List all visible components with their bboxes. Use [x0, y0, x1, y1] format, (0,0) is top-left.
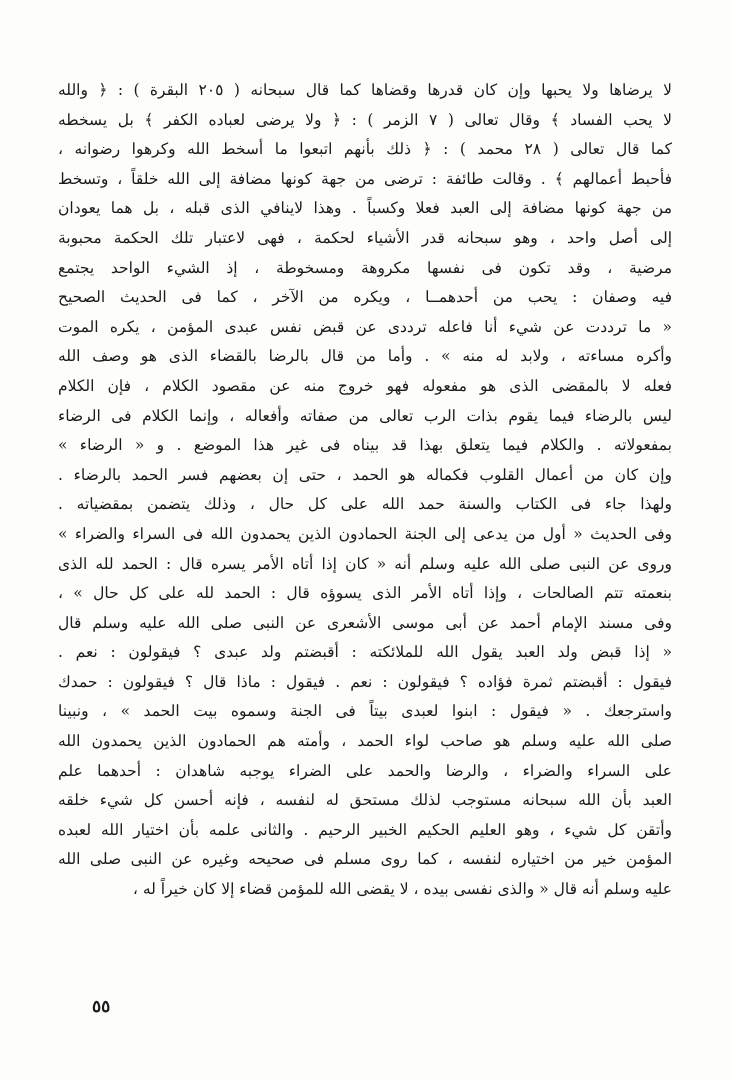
text-line: واسترجعك . « فيقول : ابنوا لعبدى بيتاً فى الجنة وسموه بيت الحمد » ، ونبينا	[58, 702, 672, 721]
text-line: وأتقن كل شيء ، وهو العليم الحكيم الخبير الرحيم . والثانى علمه بأن اختيار الله لعبده	[58, 820, 672, 839]
text-line: وإن كان من أعمال القلوب فكماله هو الحمد ، حتى إن بعضهم فسر الحمد بالرضاء .	[58, 465, 672, 484]
page-number: ٥٥	[92, 997, 111, 1017]
text-line: على السراء والضراء ، والرضا والحمد على الضراء يوجبه شاهدان : أحدهما علم	[58, 761, 672, 780]
text-line: « إذا قبض ولد العبد يقول الله للملائكته : أقبضتم ولد عبدى ؟ فيقولون : نعم .	[58, 643, 672, 662]
text-line: بمفعولاته . والكلام فيما يتعلق بهذا قد بيناه فى غير هذا الموضع . و « الرضاء »	[58, 436, 672, 455]
text-line: العبد بأن الله سبحانه مستوجب لذلك مستحق له لنفسه ، فإنه أحسن كل شيء خلقه	[58, 791, 672, 810]
text-line: إلى أصل واحد ، وهو سبحانه قدر الأشياء لحكمة ، فهى لاعتبار تلك الحكمة محبوبة	[58, 228, 672, 247]
text-line: بنعمته تتم الصالحات ، وإذا أتاه الأمر الذى يسوؤه قال : الحمد لله على كل حال » ،	[58, 584, 672, 603]
text-line: ولهذا جاء فى الكتاب والسنة حمد الله على كل حال ، وذلك يتضمن بمقضياته .	[58, 495, 672, 514]
text-line: من جهة كونها مضافة إلى العبد فعلا وكسباً . وهذا لاينافي الذى قبله ، بل هما يعودان	[58, 199, 672, 218]
text-line: فيقول : أقبضتم ثمرة فؤاده ؟ فيقولون : نعم . فيقول : ماذا قال ؟ فيقولون : حمدك	[58, 672, 672, 691]
text-line: وفى الحديث « أول من يدعى إلى الجنة الحمادون الذين يحمدون الله فى السراء والضراء »	[58, 524, 672, 543]
text-line: فأحبط أعمالهم ﴾ . وقالت طائفة : ترضى من جهة كونها مضافة إلى الله خلقاً ، وتسخط	[58, 169, 672, 188]
body-text	[58, 76, 672, 905]
text-line: ليس بالرضاء فيما يقوم بذات الرب تعالى من صفاته وأفعاله ، وإنما الكلام فى الرضاء	[58, 406, 672, 425]
text-line: لا يحب الفساد ﴾ وقال تعالى ( ٧ الزمر ) : ﴿ ولا يرضى لعباده الكفر ﴾ بل يسخطه	[58, 110, 672, 129]
text-line: وفى مسند الإمام أحمد عن أبى موسى الأشعرى عن النبى صلى الله عليه وسلم قال	[58, 613, 672, 632]
text-line: فعله لا بالمقضى الذى هو مفعوله فهو خروج منه عن مقصود الكلام ، فإن الكلام	[58, 376, 672, 395]
text-line: عليه وسلم أنه قال « والذى نفسى بيده ، لا يقضى الله للمؤمن قضاء إلا كان خيراً له ،	[132, 880, 672, 899]
text-line: المؤمن خير من اختياره لنفسه ، كما روى مسلم فى صحيحه وغيره عن النبى صلى الله	[58, 850, 672, 869]
text-line: كما قال تعالى ( ٢٨ محمد ) : ﴿ ذلك بأنهم اتبعوا ما أسخط الله وكرهوا رضوانه ،	[58, 140, 672, 159]
text-line: مرضية ، وقد تكون فى نفسها مكروهة ومسخوطة ، إذ الشيء الواحد يجتمع	[58, 258, 672, 277]
text-line: لا يرضاها ولا يحبها وإن كان قدرها وقضاها كما قال سبحانه ( ٢٠٥ البقرة ) : ﴿ والله	[58, 81, 672, 99]
text-line: صلى الله عليه وسلم هو صاحب لواء الحمد ، وأمته هم الحمادون الذين يحمدون الله	[58, 732, 672, 751]
text-line: « ما ترددت عن شيء أنا فاعله ترددى عن قبض نفس عبدى المؤمن ، يكره الموت	[58, 317, 672, 336]
text-line: وأكره مساءته ، ولابد له منه » . وأما من قال بالرضا بالقضاء الذى هو وصف الله	[58, 347, 672, 366]
text-line: فيه وصفان : يحب من أحدهمــا ، ويكره من الآخر ، كما فى الحديث الصحيح	[58, 288, 672, 307]
text-line: وروى عن النبى صلى الله عليه وسلم أنه « كان إذا أتاه الأمر يسره قال : الحمد لله الذى	[58, 554, 672, 573]
